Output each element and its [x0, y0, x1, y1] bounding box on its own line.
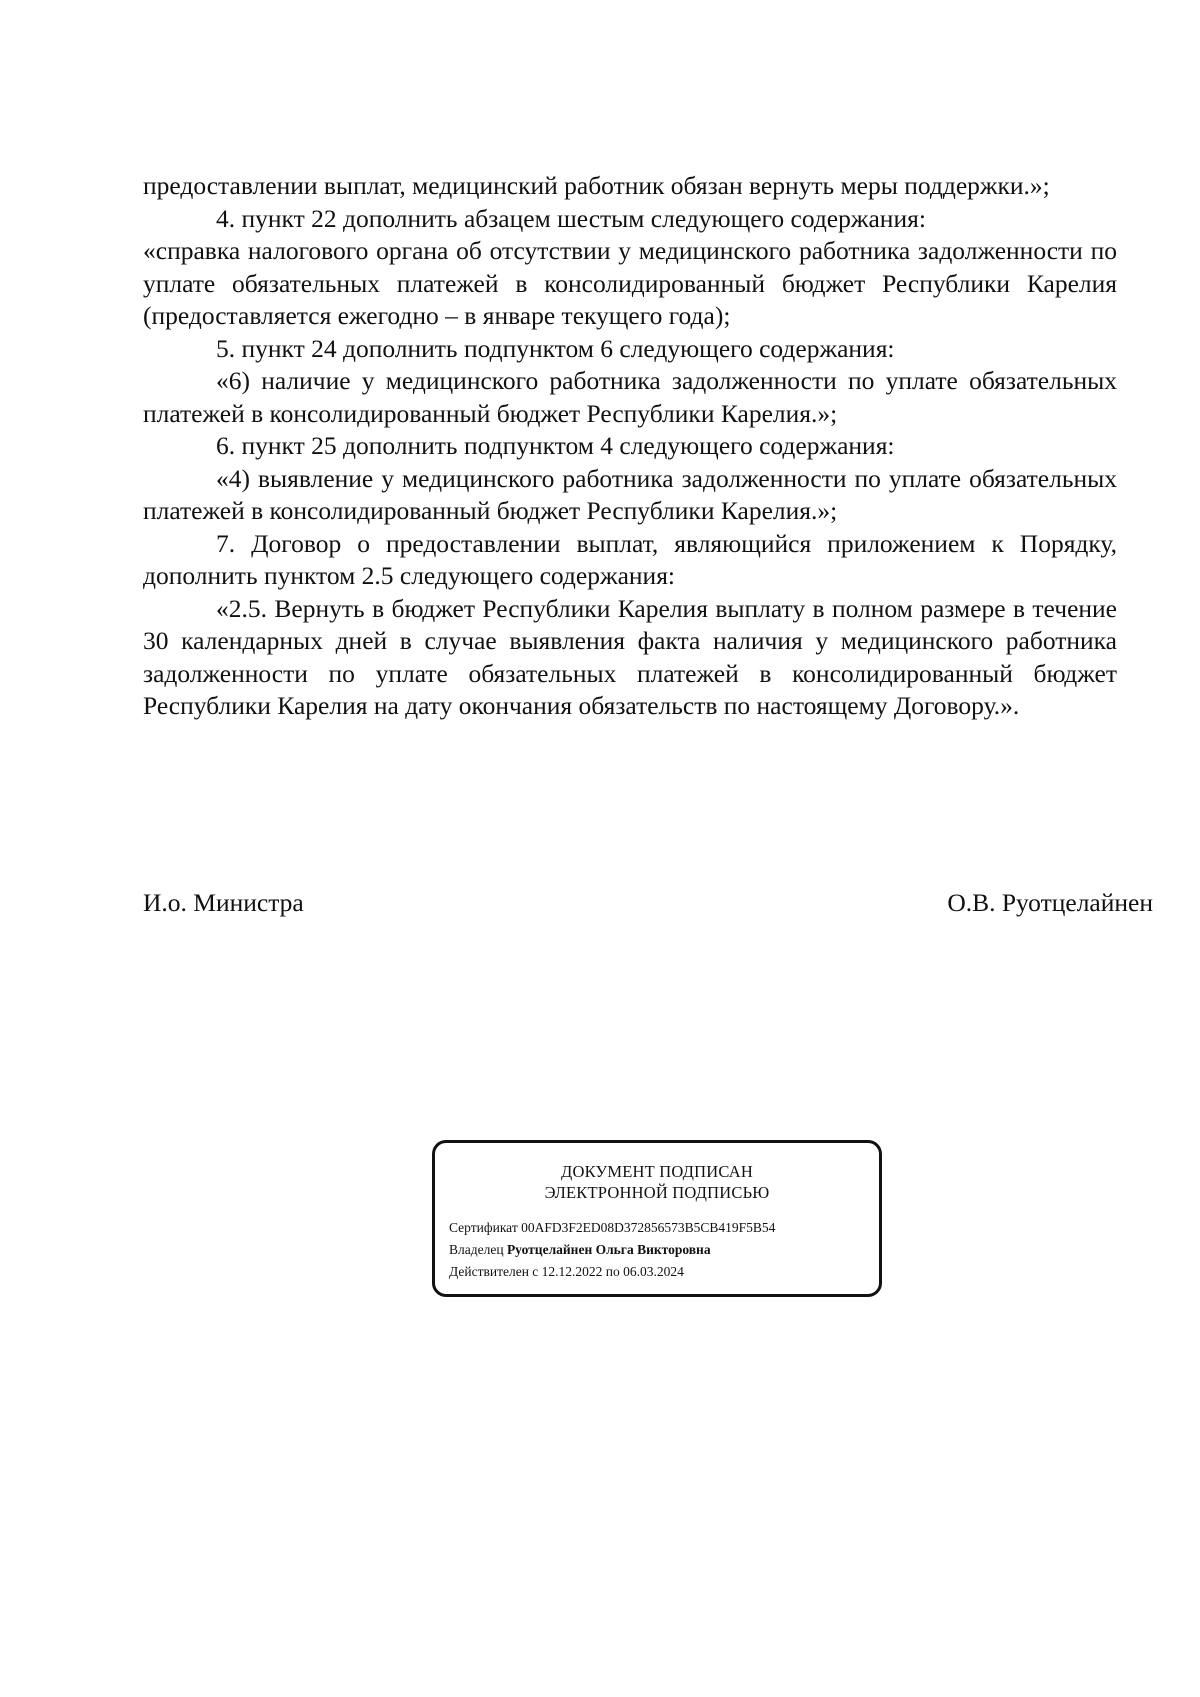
signature-block [143, 887, 1153, 919]
stamp-validity-line [449, 1261, 865, 1283]
owner-label: Владелец [449, 1242, 504, 1257]
document-body [143, 170, 1117, 723]
paragraph-item-6: 6. пункт 25 дополнить подпунктом 4 следующего содержания: [216, 431, 895, 460]
signatory-name: О.В. Руотцелайнен [947, 888, 1153, 917]
stamp-title-line1: ДОКУМЕНТ ПОДПИСАН [561, 1162, 753, 1181]
stamp-title-line2: ЭЛЕКТРОННОЙ ПОДПИСЬЮ [544, 1183, 770, 1202]
certificate-label: Сертификат [449, 1220, 518, 1235]
paragraph-item-7: 7. Договор о предоставлении выплат, являющийся приложением к Порядку, дополнить пунктом 2.5 следующего содержания: [143, 528, 1117, 590]
owner-value: Руотцелайнен Ольга Викторовна [506, 1242, 711, 1257]
signatory-position: И.о. Министра [143, 888, 304, 917]
stamp-details [449, 1217, 865, 1283]
paragraph-item-4: 4. пункт 22 дополнить абзацем шестым следующего содержания: [216, 203, 926, 233]
stamp-owner-line [449, 1239, 865, 1261]
paragraph-subitem-4: «4) выявление у медицинского работника задолженности по уплате обязательных платежей в консолидированный бюджет Республики Карелия.»; [143, 463, 1117, 525]
paragraph-item-5: 5. пункт 24 дополнить подпунктом 6 следующего содержания: [216, 333, 895, 363]
valid-to: 06.03.2024 [623, 1264, 684, 1279]
stamp-header [449, 1161, 865, 1203]
stamp-certificate-line [449, 1217, 865, 1239]
paragraph-quote-certificate: «справка налогового органа об отсутствии у медицинского работника задолженности по уплате обязательных платежей в консолидированный бюджет Республики Карелия (предоставляется ежегодно – в январе текущего года); [143, 236, 1117, 330]
valid-to-label: по [605, 1264, 620, 1279]
paragraph-continuation: предоставлении выплат, медицинский работник обязан вернуть меры поддержки.»; [143, 171, 1050, 200]
certificate-value: 00AFD3F2ED08D372856573B5CB419F5B54 [521, 1220, 776, 1235]
paragraph-subitem-6: «6) наличие у медицинского работника задолженности по уплате обязательных платежей в консолидированный бюджет Республики Карелия.»; [143, 366, 1117, 428]
electronic-signature-stamp [432, 1140, 882, 1297]
paragraph-clause-2-5: «2.5. Вернуть в бюджет Республики Карелия выплату в полном размере в течение 30 календарных дней в случае выявления факта наличия у медицинского работника задолженности по уплате обязательных платежей в консолидированный бюджет Республики Карелия на дату окончания обязательств по настоящему Договору.». [143, 593, 1117, 720]
valid-label: Действителен с [449, 1264, 539, 1279]
valid-from: 12.12.2022 [541, 1264, 603, 1279]
